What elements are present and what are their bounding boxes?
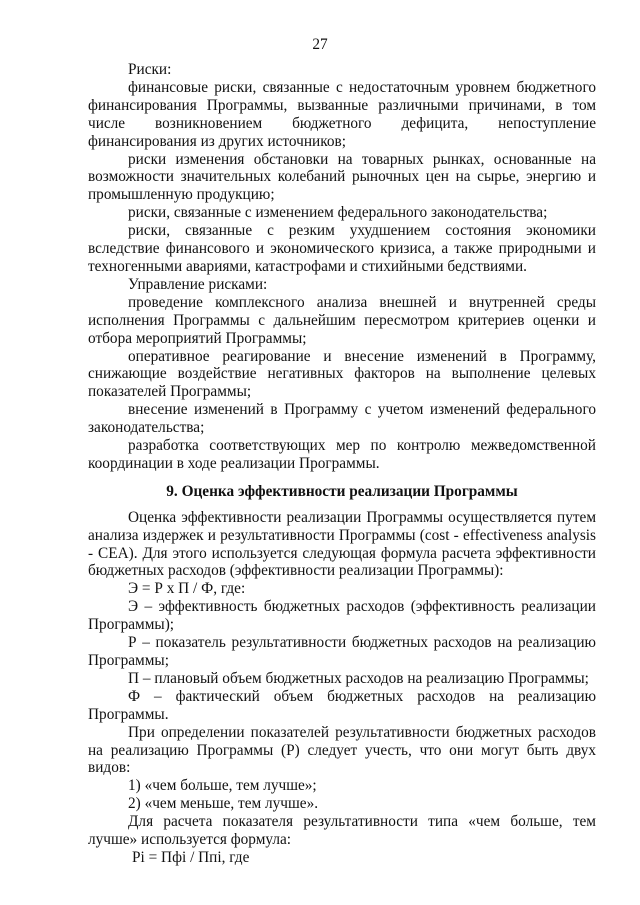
management-title: Управление рисками: xyxy=(128,275,268,293)
type-less-better: 2) «чем меньше, тем лучше». xyxy=(128,795,319,813)
management-item-amendments: внесение изменений в Программу с учетом изменений федерального законодательства; xyxy=(88,401,596,437)
type-more-better: 1) «чем больше, тем лучше»; xyxy=(128,777,317,795)
page-content xyxy=(88,61,596,867)
definition-f: Ф – фактический объем бюджетных расходов на реализацию Программы. xyxy=(88,687,596,723)
risk-item-market: риски изменения обстановки на товарных рынках, основанные на возможности значительных колебаний рыночных цен на сырье, энергию и промышленную продукцию; xyxy=(88,150,596,204)
section-intro: Оценка эффективности реализации Программы осуществляется путем анализа издержек и результативности Программы (cost - effectiveness analysis - CEA). Для этого используется следующая формула расчета эффективности бюджетных расходов (эффективности реализации Программы): xyxy=(88,508,596,580)
risks-title: Риски: xyxy=(128,61,172,78)
management-item-response: оперативное реагирование и внесение изменений в Программу, снижающие воздействие негативных факторов на выполнение целевых показателей Программы; xyxy=(88,347,596,401)
definition-e: Э – эффективность бюджетных расходов (эффективность реализации Программы); xyxy=(88,598,596,634)
types-intro: При определении показателей результативности бюджетных расходов на реализацию Программы (Р) следует учесть, что они могут быть двух видов: xyxy=(88,723,596,777)
calc-intro: Для расчета показателя результативности типа «чем больше, тем лучше» используется формула: xyxy=(88,813,596,849)
result-formula: Рi = Пфi / Ппi, где xyxy=(132,848,250,866)
efficiency-formula: Э = Р х П / Ф, где: xyxy=(128,580,246,598)
risk-item-legislation: риски, связанные с изменением федерального законодательства; xyxy=(128,204,548,222)
management-item-coordination: разработка соответствующих мер по контролю межведомственной координации в ходе реализации Программы. xyxy=(88,437,596,472)
management-item-analysis: проведение комплексного анализа внешней и внутренней среды исполнения Программы с дальнейшим пересмотром критериев оценки и отбора мероприятий Программы; xyxy=(88,293,596,347)
risk-item-economy: риски, связанные с резким ухудшением состояния экономики вследствие финансового и экономического кризиса, а также природными и техногенными авариями, катастрофами и стихийными бедствиями. xyxy=(88,222,596,275)
risk-item-financial: финансовые риски, связанные с недостаточным уровнем бюджетного финансирования Программы, вызванные различными причинами, в том числе возникновением бюджетного дефицита, непоступление финансирования из других источников; xyxy=(88,78,596,150)
page-number: 27 xyxy=(312,36,328,53)
section-heading: 9. Оценка эффективности реализации Программы xyxy=(166,482,518,500)
definition-r: Р – показатель результативности бюджетных расходов на реализацию Программы; xyxy=(88,634,596,669)
definition-p: П – плановый объем бюджетных расходов на реализацию Программы; xyxy=(128,669,589,687)
